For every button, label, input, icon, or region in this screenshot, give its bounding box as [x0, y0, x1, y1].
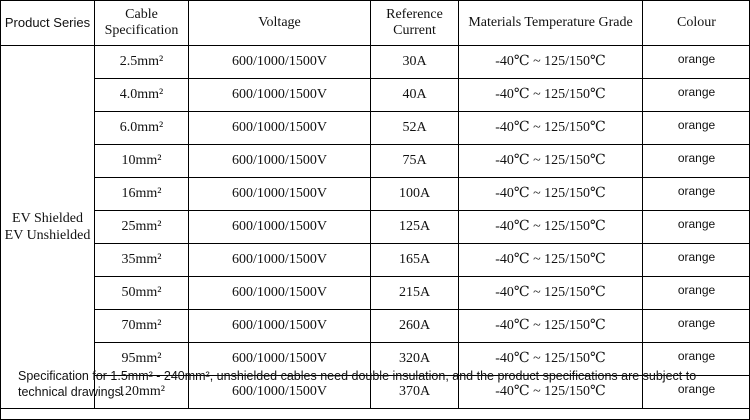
table-row	[1, 79, 750, 112]
voltage-cell: 600/1000/1500V	[189, 343, 371, 376]
colour-cell: orange	[643, 79, 750, 112]
voltage-cell: 600/1000/1500V	[189, 277, 371, 310]
current-cell: 260A	[371, 310, 459, 343]
current-cell: 40A	[371, 79, 459, 112]
voltage-cell: 600/1000/1500V	[189, 79, 371, 112]
series-shielded: EV Shielded	[12, 211, 83, 226]
table-row	[1, 112, 750, 145]
colour-cell: orange	[643, 277, 750, 310]
spec-cell: 16mm²	[95, 178, 189, 211]
table-header-row	[1, 1, 750, 46]
spec-cell: 50mm²	[95, 277, 189, 310]
header-colour: Colour	[643, 1, 750, 46]
voltage-cell: 600/1000/1500V	[189, 376, 371, 409]
table-row	[1, 178, 750, 211]
header-reference-current	[371, 1, 459, 46]
current-cell: 125A	[371, 211, 459, 244]
table-row	[1, 145, 750, 178]
colour-cell: orange	[643, 211, 750, 244]
header-temperature-grade: Materials Temperature Grade	[459, 1, 643, 46]
voltage-cell: 600/1000/1500V	[189, 46, 371, 79]
header-cable-spec-line1: Cable	[125, 7, 158, 22]
colour-cell: orange	[643, 244, 750, 277]
colour-cell: orange	[643, 310, 750, 343]
voltage-cell: 600/1000/1500V	[189, 145, 371, 178]
table-row	[1, 310, 750, 343]
spec-cell: 25mm²	[95, 211, 189, 244]
voltage-cell: 600/1000/1500V	[189, 211, 371, 244]
temperature-cell: -40℃ ~ 125/150℃	[459, 178, 643, 211]
header-cable-spec-line2: Specification	[104, 23, 179, 38]
voltage-cell: 600/1000/1500V	[189, 178, 371, 211]
current-cell: 320A	[371, 343, 459, 376]
colour-cell: orange	[643, 178, 750, 211]
spec-cell: 2.5mm²	[95, 46, 189, 79]
temperature-cell: -40℃ ~ 125/150℃	[459, 112, 643, 145]
current-cell: 100A	[371, 178, 459, 211]
colour-cell: orange	[643, 145, 750, 178]
spec-cell: 35mm²	[95, 244, 189, 277]
header-voltage: Voltage	[189, 1, 371, 46]
current-cell: 75A	[371, 145, 459, 178]
header-ref-current-line1: Reference	[386, 7, 443, 22]
spec-cell: 10mm²	[95, 145, 189, 178]
temperature-cell: -40℃ ~ 125/150℃	[459, 46, 643, 79]
colour-cell: orange	[643, 376, 750, 409]
colour-cell: orange	[643, 112, 750, 145]
temperature-cell: -40℃ ~ 125/150℃	[459, 310, 643, 343]
voltage-cell: 600/1000/1500V	[189, 244, 371, 277]
specification-note: Specification for 1.5mm² - 240mm², unshielded cables need double insulation, and the product specifications are subject to technical drawings.	[18, 369, 697, 399]
table-row	[1, 244, 750, 277]
colour-cell: orange	[643, 343, 750, 376]
spec-cell: 120mm²	[95, 376, 189, 409]
current-cell: 52A	[371, 112, 459, 145]
header-cable-specification	[95, 1, 189, 46]
current-cell: 165A	[371, 244, 459, 277]
current-cell: 370A	[371, 376, 459, 409]
temperature-cell: -40℃ ~ 125/150℃	[459, 244, 643, 277]
voltage-cell: 600/1000/1500V	[189, 310, 371, 343]
spec-cell: 4.0mm²	[95, 79, 189, 112]
product-series-cell	[1, 46, 95, 409]
temperature-cell: -40℃ ~ 125/150℃	[459, 343, 643, 376]
current-cell: 30A	[371, 46, 459, 79]
temperature-cell: -40℃ ~ 125/150℃	[459, 211, 643, 244]
table-body	[1, 46, 750, 409]
temperature-cell: -40℃ ~ 125/150℃	[459, 277, 643, 310]
spec-cell: 70mm²	[95, 310, 189, 343]
temperature-cell: -40℃ ~ 125/150℃	[459, 79, 643, 112]
header-ref-current-line2: Current	[393, 23, 436, 38]
table-row	[1, 211, 750, 244]
temperature-cell: -40℃ ~ 125/150℃	[459, 376, 643, 409]
temperature-cell: -40℃ ~ 125/150℃	[459, 145, 643, 178]
voltage-cell: 600/1000/1500V	[189, 112, 371, 145]
spec-cell: 6.0mm²	[95, 112, 189, 145]
current-cell: 215A	[371, 277, 459, 310]
colour-cell: orange	[643, 46, 750, 79]
series-unshielded: EV Unshielded	[4, 228, 91, 243]
table-row	[1, 277, 750, 310]
table-row	[1, 46, 750, 79]
spec-cell: 95mm²	[95, 343, 189, 376]
header-product-series: Product Series	[1, 1, 95, 46]
